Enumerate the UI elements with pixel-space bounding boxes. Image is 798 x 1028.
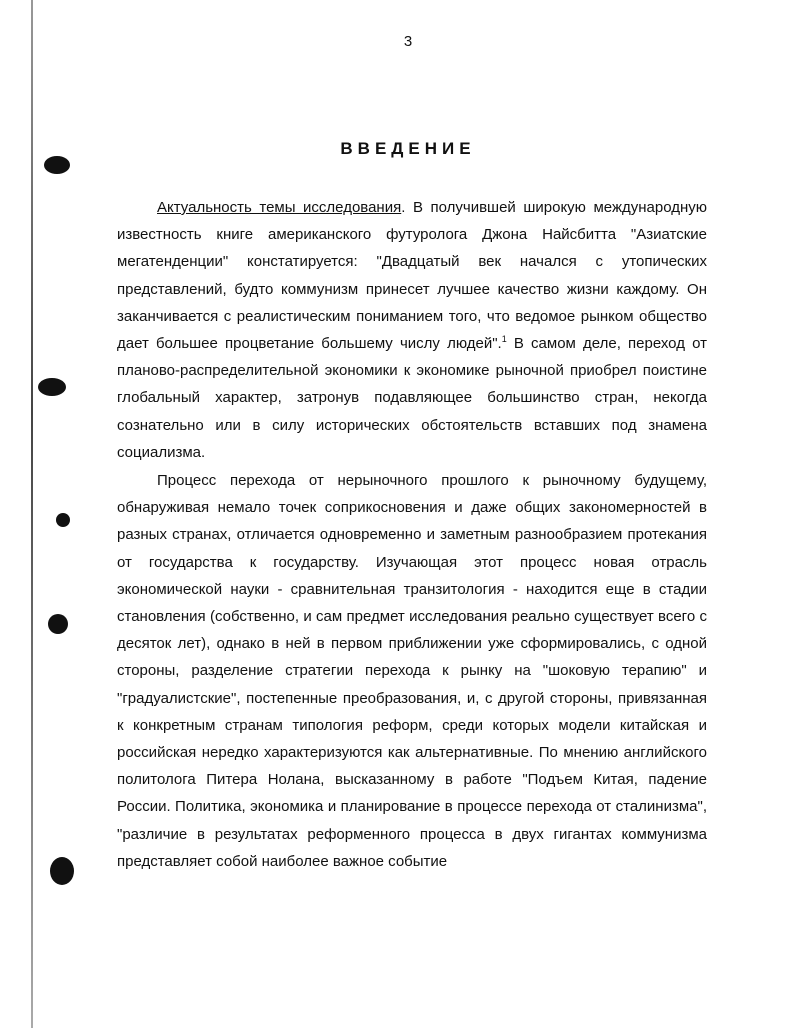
paragraph1-text-a: . В получившей широкую международную известность книге американского футуролога Джона Найсбитта "Азиатские мегатенденции" констатируется: "Двадцатый век начался с утопических представлений, будто коммунизм принесет лучшее качество жизни каждому. Он заканчивается с реалистическим пониманием того, что ведомое рынком общество дает большее процветание большему числу людей".: [117, 199, 708, 353]
punch-hole-2: [38, 378, 66, 396]
page-title: ВВЕДЕНИЕ: [340, 139, 476, 158]
page-number: 3: [403, 33, 413, 50]
footnote-mark: 1: [501, 334, 507, 345]
paragraph1-text-b: В самом деле, переход от планово-распределительной экономики к экономике рыночной приобрел поистине глобальный характер, затронув подавляющее большинство стран, некогда сознательно или в силу исторических обстоятельств вставших под знамена социализма.: [117, 335, 707, 461]
relevance-label: Актуальность темы исследования: [157, 199, 402, 216]
punch-hole-5: [50, 857, 74, 885]
punch-hole-3: [56, 513, 70, 527]
paragraph-transition: Процесс перехода от нерыночного прошлого к рыночному будущему, обнаруживая немало точек соприкосновения и даже общих закономерностей в разных странах, отличается одновременно и заметным разнообразием протекания от государства к государству. Изучающая этот процесс новая отрасль экономической науки - сравнительная транзитология - находится еще в стадии становления (собственно, и сам предмет исследования реально существует всего с десяток лет), однако в ней в первом приближении уже сформировались, с одной стороны, разделение стратегии перехода к рынку на "шоковую терапию" и "градуалистские", постепенные преобразования, и, с другой стороны, привязанная к конкретным странам типология реформ, среди которых модели китайская и российская нередко характеризуются как альтернативные. По мнению английского политолога Питера Нолана, высказанному в работе "Подъем Китая, падение России. Политика, экономика и планирование в процессе перехода от сталинизма", "различие в результатах реформенного процесса в двух гигантах коммунизма представляет собой наиболее важное событие: [117, 472, 707, 870]
paragraph-relevance: [117, 194, 707, 466]
punch-hole-4: [48, 614, 68, 634]
